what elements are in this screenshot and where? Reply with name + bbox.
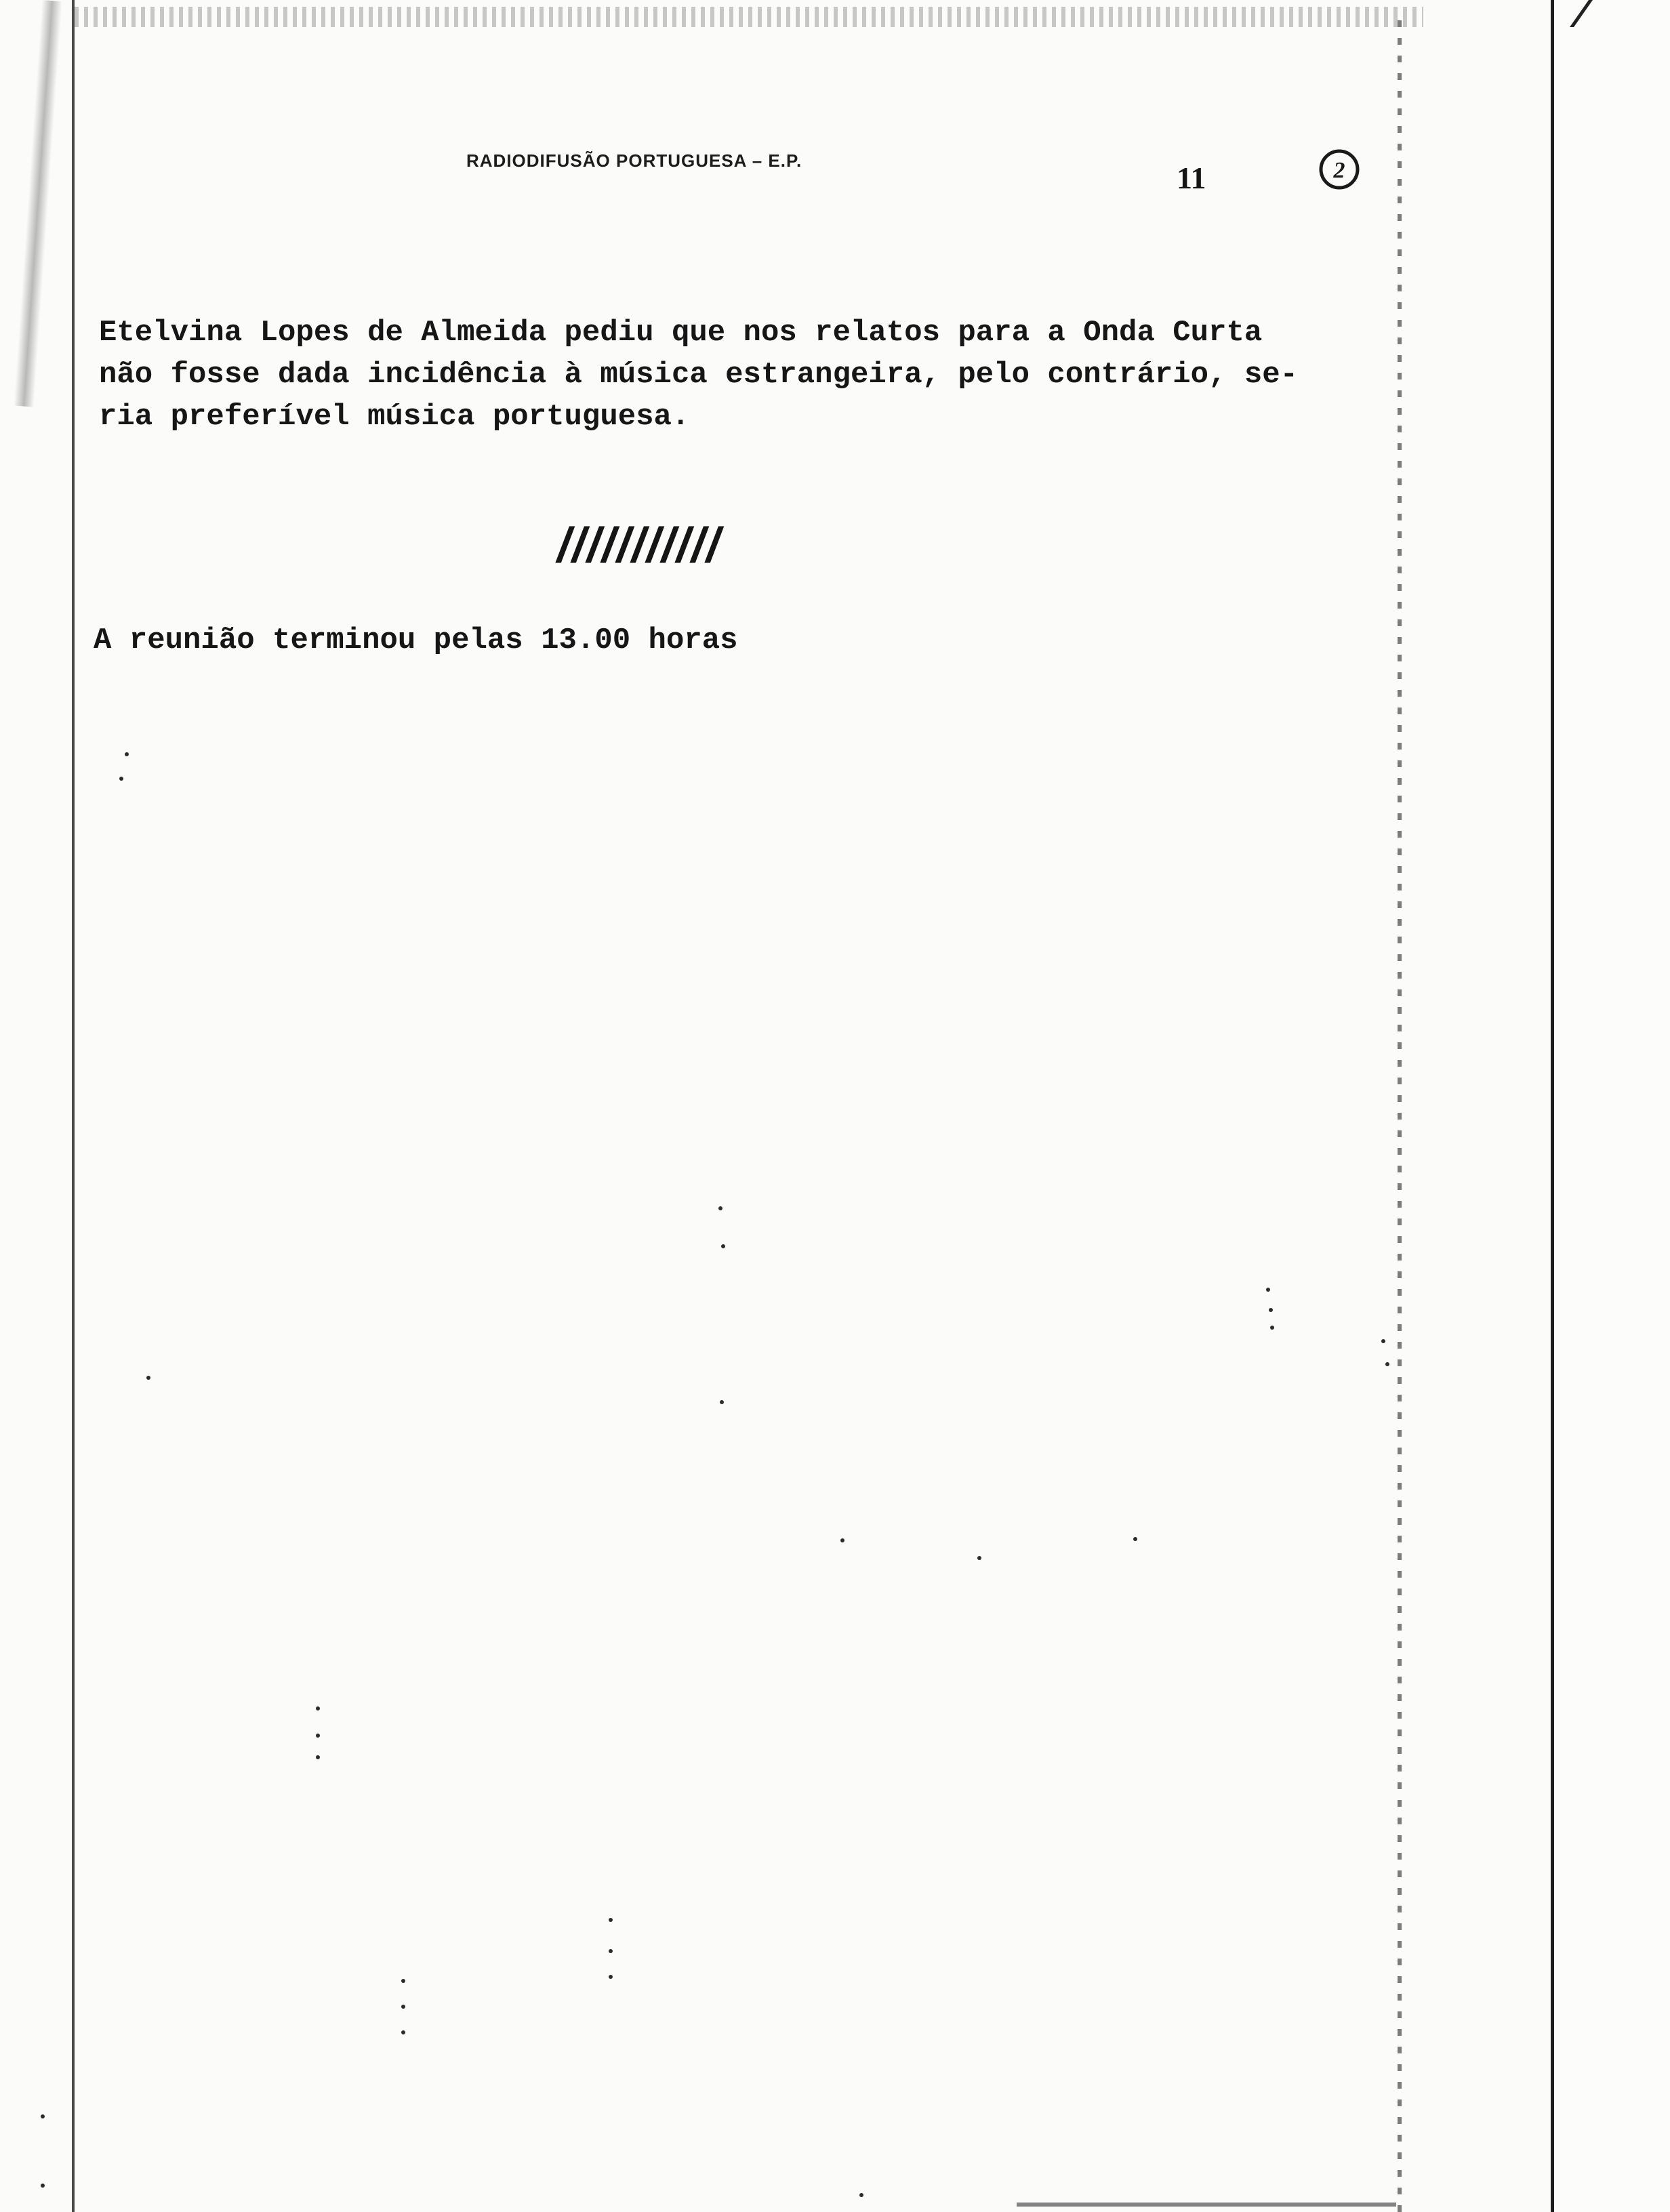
scan-speck	[401, 1979, 405, 1983]
scan-speck	[316, 1734, 320, 1738]
right-margin	[1554, 0, 1670, 2212]
scan-speck	[119, 777, 123, 781]
body-paragraph: Etelvina Lopes de Almeida pediu que nos relatos para a Onda Curta não fosse dada incidência à música estrangeira, pelo contrário, se- ria preferível música portuguesa.	[99, 316, 1299, 434]
scan-speck	[316, 1706, 320, 1711]
scan-speck	[41, 2184, 45, 2188]
scan-speck	[401, 2030, 405, 2034]
page-number: 11	[1177, 161, 1206, 195]
scan-speck	[840, 1538, 844, 1542]
bottom-edge-line	[1017, 2203, 1396, 2207]
scan-speck	[1385, 1362, 1389, 1366]
left-border-line	[72, 0, 75, 2212]
scan-speck	[125, 752, 129, 756]
scan-speck	[721, 1244, 725, 1248]
scan-speck	[977, 1556, 981, 1560]
letterhead: RADIODIFUSÃO PORTUGUESA – E.P.	[466, 150, 802, 171]
scan-speck	[1266, 1288, 1270, 1292]
scan-speck	[401, 2005, 405, 2009]
section-separator: ///////////	[557, 518, 722, 573]
closing-line: A reunião terminou pelas 13.00 horas	[94, 623, 738, 657]
scan-speck	[720, 1400, 724, 1404]
handwritten-circled-number	[1318, 148, 1361, 191]
scan-speck	[609, 1949, 613, 1953]
scan-speck	[1270, 1326, 1274, 1330]
scan-speck	[146, 1376, 150, 1380]
top-edge-noise	[75, 7, 1423, 27]
scan-speck	[609, 1918, 613, 1922]
scan-speck	[1269, 1308, 1273, 1312]
right-dotted-edge	[1398, 20, 1402, 2212]
handwritten-number: 2	[1333, 158, 1345, 183]
scan-speck	[1381, 1339, 1385, 1343]
scan-speck	[609, 1975, 613, 1979]
scan-smudge	[14, 0, 62, 407]
scan-speck	[1133, 1537, 1137, 1541]
scan-speck	[41, 2114, 45, 2118]
scan-speck	[718, 1206, 722, 1210]
scan-speck	[859, 2193, 863, 2197]
scan-speck	[316, 1755, 320, 1759]
